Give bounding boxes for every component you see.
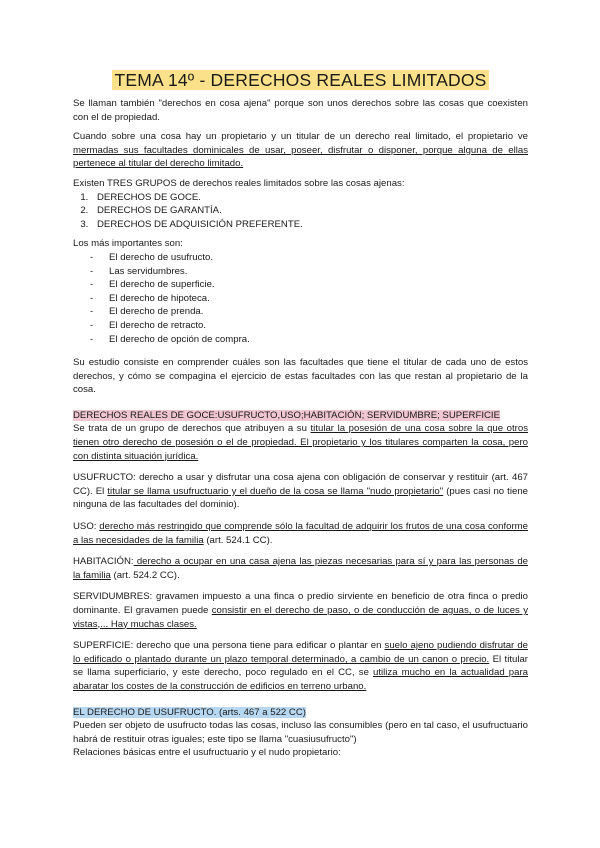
uso-text: USO: [73, 521, 100, 533]
intro-p2-underlined: mermadas sus facultades dominicales de usar, poseer, disfrutar o disponer, porque alguna de ellas pertenece al titular del derecho limitado. [73, 144, 528, 170]
intro-p2-text: Cuando sobre una cosa hay un propietario y un titular de un derecho real limitado, el propietario ve [73, 131, 528, 143]
uso-paragraph [73, 520, 528, 547]
superficie-mid: El titular se llama superficiario, y este derecho, poco regulado en el CC, se [73, 653, 528, 679]
superficie-underlined-2: utiliza mucho en la actualidad para abaratar los costes de la construcción de edificios en terreno urbano. [73, 667, 528, 692]
title-highlight: TEMA 14º - DERECHOS REALES LIMITADOS [114, 70, 487, 90]
usufructo-section-paragraph-2: Relaciones básicas entre el usufructuario y el nudo propietario: [73, 747, 341, 759]
study-paragraph: Su estudio consiste en comprender cuáles son las facultades que tiene el titular de cada uno de estos derechos, y cómo se compagina el ejercicio de estas facultades con las que restan al propietario de la cosa. [73, 357, 528, 396]
servidumbres-underlined: consistir en el derecho de paso, o de conducción de aguas, o de luces y vistas,... Hay muchas clases. [73, 605, 529, 630]
goce-heading-text: DERECHOS REALES DE GOCE:USUFRUCTO,USO;HABITACIÓN; SERVIDUMBRE; SUPERFICIE [73, 409, 500, 421]
goce-underlined: titular la posesión de una cosa sobre la que otros tienen otro derecho de posesión o el de propiedad. El propietario y los titulares comparten la cosa, pero con distinta situación jurídica. [73, 423, 529, 462]
superficie-text: SUPERFICIE: derecho que una persona tiene para edificar o plantar en [73, 640, 385, 652]
usufructo-section-paragraph-1: Pueden ser objeto de usufructo todas las cosas, incluso las consumibles (pero en tal caso, el usufructuario habrá de restituir otras iguales; este tipo se llama "cuasiusufructo") [73, 720, 528, 745]
page-title [73, 70, 528, 91]
group-item: 3. DERECHOS DE ADQUISICIÓN PREFERENTE. [91, 218, 528, 232]
usufructo-section-heading-text: EL DERECHO DE USUFRUCTO. (arts. 467 a 522 CC) [73, 706, 306, 718]
habitacion-underlined: derecho a ocupar en una casa ajena las piezas necesarias para sí y para las personas de la familia [73, 556, 528, 581]
habitacion-paragraph [73, 555, 528, 582]
group-item: 2. DERECHOS DE GARANTÍA. [91, 204, 528, 218]
usufructo-underlined: titular se llama usufructuario y el dueño de la cosa se llama "nudo propietario" [107, 485, 444, 497]
groups-intro: Existen TRES GRUPOS de derechos reales limitados sobre las cosas ajenas: [73, 177, 405, 189]
important-item: - El derecho de usufructo. [73, 251, 528, 265]
groups-list [73, 191, 528, 232]
superficie-paragraph [73, 639, 528, 693]
intro-paragraph-2 [73, 130, 528, 171]
habitacion-post: (art. 524.2 CC). [110, 569, 180, 581]
important-list [73, 251, 528, 346]
superficie-underlined-1: suelo ajeno pudiendo disfrutar de lo edificado o plantado durante un plazo temporal determinado, a cambio de un canon o precio. [73, 640, 528, 665]
servidumbres-text: SERVIDUMBRES: gravamen impuesto a una finca o predio sirviente en beneficio de otra finca o predio dominante. El gravamen puede [73, 591, 528, 616]
goce-paragraph [73, 422, 528, 463]
intro-paragraph-1: Se llaman también "derechos en cosa ajena" porque son unos derechos sobre las cosas que coexisten con el de propiedad. [73, 98, 528, 123]
usufructo-section-heading [73, 706, 528, 720]
usufructo-paragraph [73, 471, 528, 512]
important-item: - El derecho de retracto. [73, 319, 528, 333]
important-item: - El derecho de hipoteca. [73, 292, 528, 306]
goce-heading [73, 409, 528, 423]
important-item: - Las servidumbres. [73, 265, 528, 279]
goce-text: Se trata de un grupo de derechos que atribuyen a su [73, 423, 311, 435]
usufructo-post: (pues casi no tiene ninguna de las facultades del dominio). [73, 485, 528, 511]
uso-post: (art. 524.1 CC). [203, 534, 273, 546]
group-item: 1. DERECHOS DE GOCE. [91, 191, 528, 205]
habitacion-text: HABITACIÓN: [73, 556, 134, 568]
important-item: - El derecho de opción de compra. [73, 333, 528, 347]
important-item: - El derecho de superficie. [73, 278, 528, 292]
important-label: Los más importantes son: [73, 238, 183, 250]
important-item: - El derecho de prenda. [73, 305, 528, 319]
servidumbres-paragraph [73, 590, 528, 631]
uso-underlined: derecho más restringido que comprende sólo la facultad de adquirir los frutos de una cosa conforme a las necesidades de la familia [73, 521, 528, 546]
usufructo-text: USUFRUCTO: derecho a usar y disfrutar una cosa ajena con obligación de conservar y restituir (art. 467 CC). El [73, 472, 528, 497]
